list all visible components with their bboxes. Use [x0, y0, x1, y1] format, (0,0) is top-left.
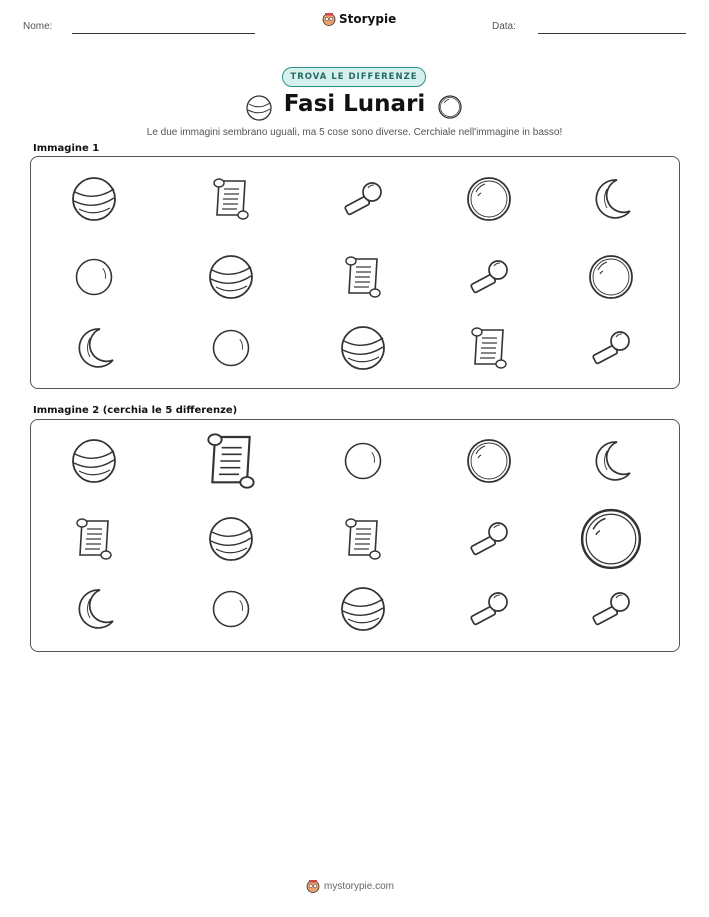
- crescent-moon-icon[interactable]: [587, 437, 635, 490]
- scroll-icon[interactable]: [199, 429, 263, 498]
- date-label: Data:: [492, 21, 516, 32]
- telescope-icon: [339, 175, 387, 228]
- brand-name: Storypie: [339, 12, 397, 26]
- brand-logo: [322, 12, 396, 26]
- image-2-label: Immagine 2 (cerchia le 5 differenze): [33, 405, 238, 416]
- footer-url: mystorypie.com: [324, 880, 395, 892]
- instructions: Le due immagini sembrano uguali, ma 5 cose sono diverse. Cerchiale nell'immagine in basso!: [146, 127, 563, 138]
- scroll-icon: [207, 175, 255, 228]
- striped-ball-icon[interactable]: [207, 515, 255, 568]
- bubble-moon-icon[interactable]: [578, 506, 644, 577]
- footer: [306, 879, 394, 893]
- bubble-moon-icon: [465, 175, 513, 228]
- striped-ball-icon: [207, 253, 255, 306]
- date-line[interactable]: [538, 33, 686, 34]
- bubble-moon-icon: [587, 253, 635, 306]
- striped-ball-icon: [339, 324, 387, 377]
- storypie-mascot-icon: [322, 12, 336, 26]
- page-title: Fasi Lunari: [283, 91, 426, 117]
- image-1-label: Immagine 1: [33, 143, 100, 154]
- name-label: Nome:: [23, 21, 53, 32]
- striped-ball-icon: [70, 175, 118, 228]
- crescent-moon-icon: [70, 324, 118, 377]
- scroll-icon: [465, 324, 513, 377]
- plain-moon-icon[interactable]: [210, 588, 252, 635]
- storypie-mascot-icon: [306, 879, 320, 893]
- bubble-moon-icon: [437, 94, 463, 120]
- striped-ball-icon[interactable]: [70, 437, 118, 490]
- image-2-panel[interactable]: [30, 419, 680, 652]
- telescope-icon: [587, 324, 635, 377]
- plain-moon-icon[interactable]: [342, 440, 384, 487]
- plain-moon-icon: [210, 327, 252, 374]
- telescope-icon[interactable]: [465, 585, 513, 638]
- scroll-icon: [339, 253, 387, 306]
- striped-ball-icon[interactable]: [339, 585, 387, 638]
- crescent-moon-icon[interactable]: [70, 585, 118, 638]
- scroll-icon[interactable]: [70, 515, 118, 568]
- telescope-icon[interactable]: [587, 585, 635, 638]
- image-1-panel: [30, 156, 680, 389]
- telescope-icon[interactable]: [465, 515, 513, 568]
- telescope-icon: [465, 253, 513, 306]
- plain-moon-icon: [73, 256, 115, 303]
- crescent-moon-icon: [587, 175, 635, 228]
- bubble-moon-icon[interactable]: [465, 437, 513, 490]
- scroll-icon[interactable]: [339, 515, 387, 568]
- name-line[interactable]: [72, 33, 255, 34]
- activity-badge: TROVA LE DIFFERENZE: [282, 67, 426, 87]
